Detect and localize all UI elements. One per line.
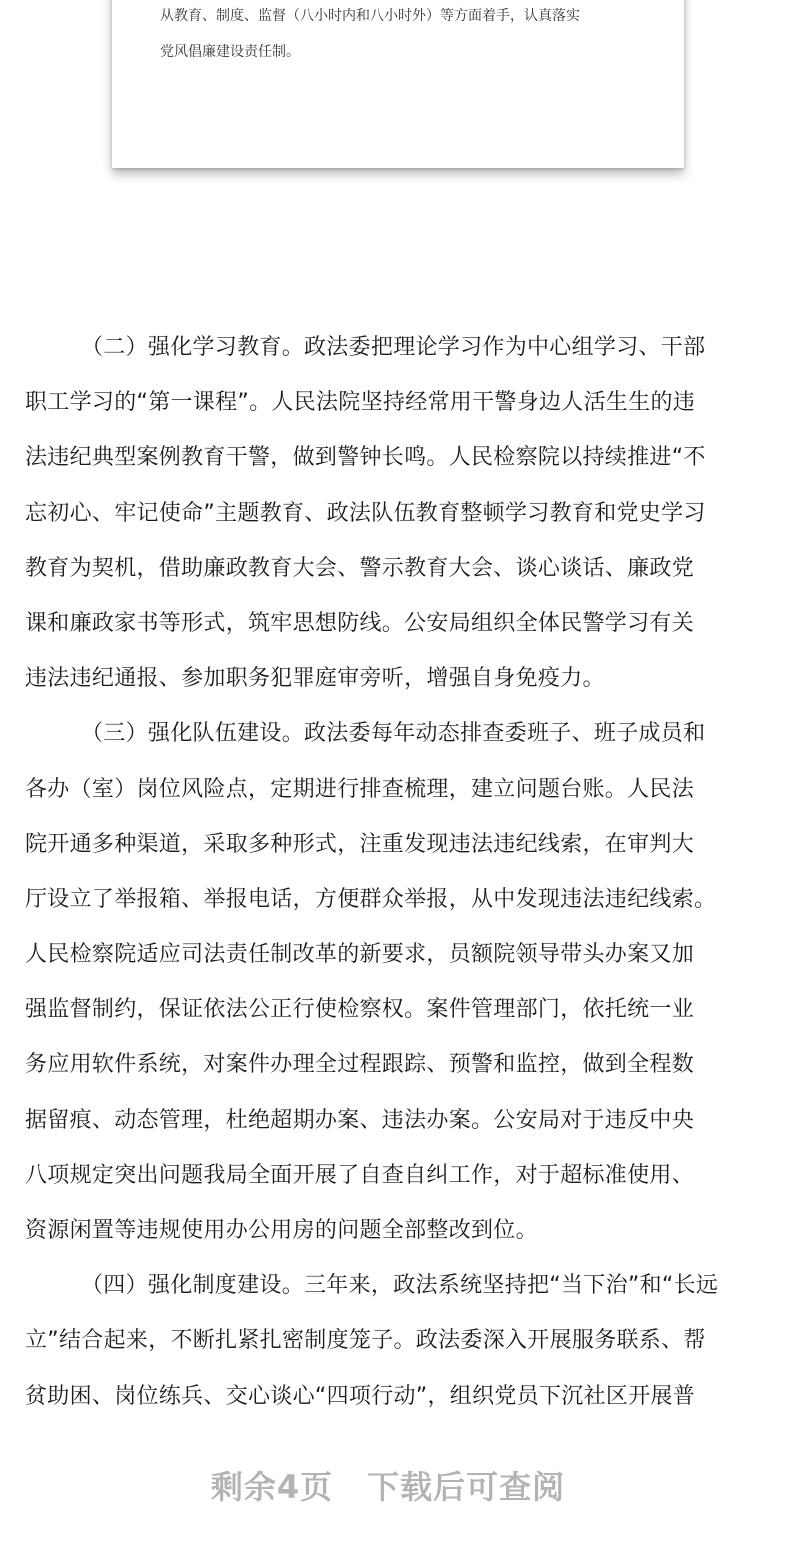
text-line: 立”结合起来，不断扎紧扎密制度笼子。政法委深入开展服务联系、帮 bbox=[25, 1328, 706, 1354]
text-line: 课和廉政家书等形式，筑牢思想防线。公安局组织全体民警学习有关 bbox=[25, 610, 695, 636]
card-text-line-2: 党风倡廉建设责任制。 bbox=[160, 44, 300, 60]
text-line: 院开通多种渠道，采取多种形式，注重发现违法违纪线索，在审判大 bbox=[25, 831, 695, 857]
text-line: （二）强化学习教育。政法委把理论学习作为中心组学习、干部 bbox=[81, 335, 706, 360]
text-line: 违法违纪通报、参加职务犯罪庭审旁听，增强自身免疫力。 bbox=[25, 666, 605, 692]
document-body bbox=[25, 320, 785, 1424]
document-preview-card bbox=[112, 0, 684, 168]
card-text-line-1: 从教育、制度、监督（八小时内和八小时外）等方面着手，认真落实 bbox=[160, 8, 580, 24]
text-line: 务应用软件系统，对案件办理全过程跟踪、预警和监控，做到全程数 bbox=[25, 1052, 695, 1078]
text-line: 职工学习的“第一课程”。人民法院坚持经常用干警身边人活生生的违 bbox=[25, 390, 696, 416]
text-line: （三）强化队伍建设。政法委每年动态排查委班子、班子成员和 bbox=[81, 721, 706, 747]
remaining-pages-label: 剩余4页 bbox=[210, 1468, 334, 1506]
text-line: （四）强化制度建设。三年来，政法系统坚持把“当下治”和“长远 bbox=[81, 1273, 719, 1299]
text-line: 人民检察院适应司法责任制改革的新要求，员额院领导带头办案又加 bbox=[25, 942, 695, 968]
paragraph-team-building bbox=[25, 706, 785, 1258]
paragraph-system-building bbox=[25, 1258, 785, 1424]
text-line: 八项规定突出问题我局全面开展了自查自纠工作，对于超标准使用、 bbox=[25, 1162, 695, 1188]
download-to-view-label: 下载后可查阅 bbox=[367, 1468, 566, 1506]
text-line: 资源闲置等违规使用办公用房的问题全部整改到位。 bbox=[25, 1218, 538, 1243]
text-line: 厅设立了举报箱、举报电话，方便群众举报，从中发现违法违纪线索。 bbox=[25, 886, 717, 912]
paragraph-learning-education bbox=[25, 320, 785, 706]
text-line: 贫助困、岗位练兵、交心谈心“四项行动”，组织党员下沉社区开展普 bbox=[25, 1383, 696, 1409]
download-prompt[interactable] bbox=[0, 1462, 776, 1508]
text-line: 教育为契机，借助廉政教育大会、警示教育大会、谈心谈话、廉政党 bbox=[25, 555, 695, 581]
text-line: 法违纪典型案例教育干警，做到警钟长鸣。人民检察院以持续推进“不 bbox=[25, 445, 706, 471]
text-line: 据留痕、动态管理，杜绝超期办案、违法办案。公安局对于违反中央 bbox=[25, 1107, 695, 1133]
text-line: 各办（室）岗位风险点，定期进行排查梳理，建立问题台账。人民法 bbox=[25, 776, 695, 802]
text-line: 强监督制约，保证依法公正行使检察权。案件管理部门，依托统一业 bbox=[25, 997, 695, 1023]
text-line: 忘初心、牢记使命”主题教育、政法队伍教育整顿学习教育和党史学习 bbox=[25, 500, 706, 526]
